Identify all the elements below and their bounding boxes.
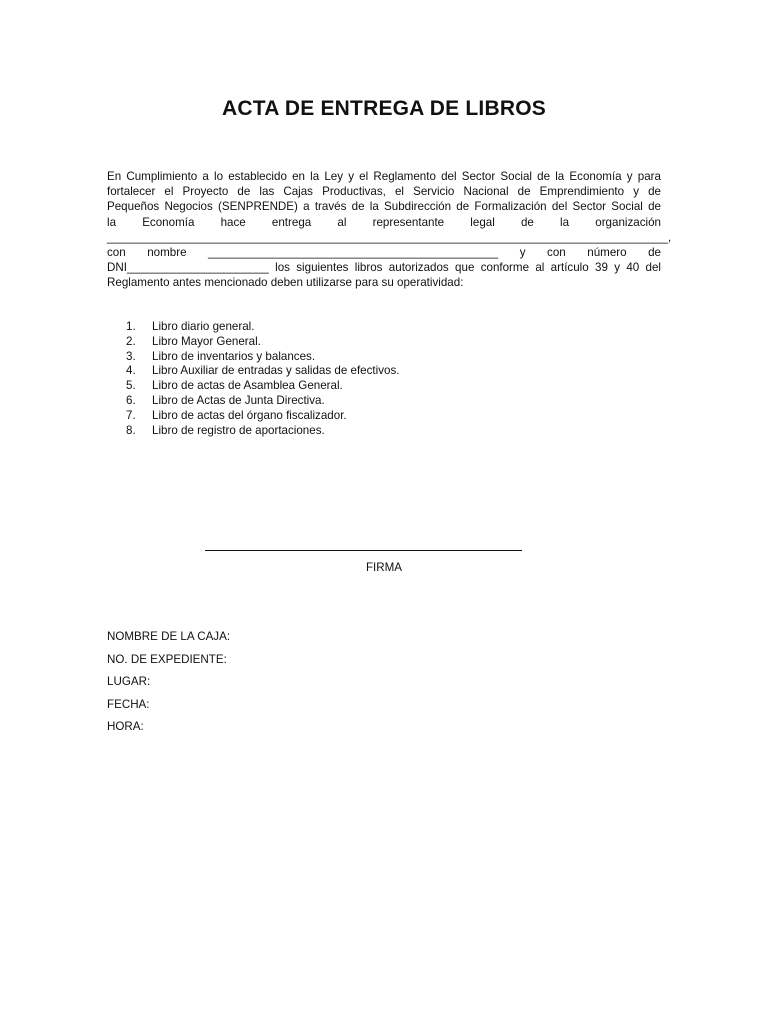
document-title: ACTA DE ENTREGA DE LIBROS (222, 97, 546, 120)
list-item-number: 8. (126, 423, 136, 437)
list-item-text: Libro de actas del órgano fiscalizador. (152, 408, 347, 422)
list-item (126, 379, 399, 394)
list-item-text: Libro de Actas de Junta Directiva. (152, 393, 325, 407)
list-item-text: Libro Auxiliar de entradas y salidas de efectivos. (152, 364, 400, 378)
list-item-text: Libro diario general. (152, 320, 255, 333)
list-item-number: 1. (126, 320, 136, 333)
list-item-number: 6. (126, 393, 136, 407)
field-expediente: NO. DE EXPEDIENTE: (107, 652, 227, 666)
form-fields (107, 629, 230, 742)
list-item (126, 350, 399, 365)
field-nombre-caja: NOMBRE DE LA CAJA: (107, 630, 231, 643)
list-item-number: 3. (126, 349, 136, 363)
signature-label: FIRMA (365, 561, 403, 574)
list-item-text: Libro de inventarios y balances. (152, 349, 316, 363)
list-item-text: Libro Mayor General. (152, 334, 261, 348)
field-fecha: FECHA: (107, 697, 150, 711)
signature-line (205, 550, 522, 551)
list-item (126, 409, 399, 424)
paragraph-line: la Economía hace entrega al representante legal de la organización (107, 215, 661, 229)
paragraph-line: _______________________________________________________________________________________, (107, 230, 672, 244)
list-item-number: 4. (126, 364, 136, 378)
list-item (126, 364, 399, 379)
intro-paragraph (107, 169, 672, 291)
field-lugar: LUGAR: (107, 675, 151, 689)
paragraph-line: En Cumplimiento a lo establecido en la Ley y el Reglamento del Sector Social de la Economía y para (107, 170, 661, 183)
list-item (126, 320, 399, 335)
list-item-text: Libro de registro de aportaciones. (152, 423, 325, 437)
field-hora: HORA: (107, 720, 144, 734)
list-item (126, 394, 399, 409)
list-item-text: Libro de actas de Asamblea General. (152, 379, 343, 393)
books-list (126, 320, 399, 438)
list-item (126, 335, 399, 350)
paragraph-line: con nombre _____________________________________________ y con número de (107, 246, 661, 260)
paragraph-line: fortalecer el Proyecto de las Cajas Productivas, el Servicio Nacional de Emprendimiento y de (107, 185, 661, 199)
paragraph-line: Pequeños Negocios (SENPRENDE) a través de la Subdirección de Formalización del Sector Social de (107, 200, 661, 214)
paragraph-line: DNI______________________ los siguientes libros autorizados que conforme al artículo 39 y 40 del (107, 261, 661, 275)
list-item-number: 2. (126, 334, 136, 348)
list-item-number: 7. (126, 408, 136, 422)
list-item-number: 5. (126, 379, 136, 393)
paragraph-line: Reglamento antes mencionado deben utilizarse para su operatividad: (107, 276, 464, 290)
list-item (126, 424, 399, 439)
